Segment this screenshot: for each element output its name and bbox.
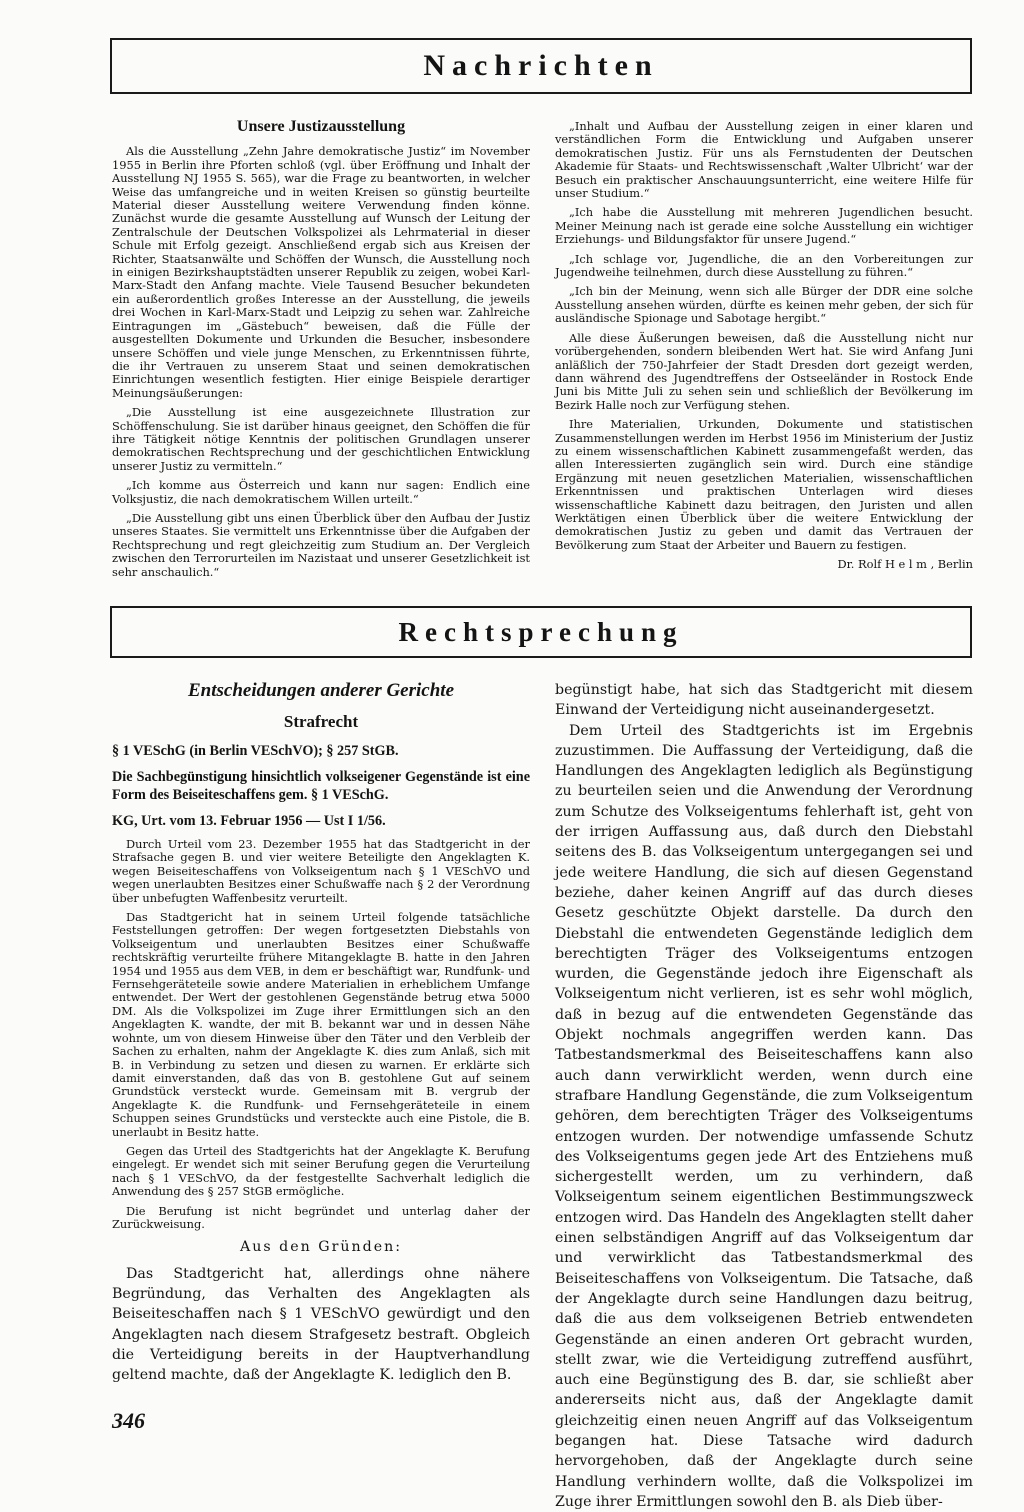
nachrichten-title: Nachrichten [423, 49, 659, 82]
paragraph: Alle diese Äußerungen beweisen, daß die Ausstellung nicht nur vorübergehenden, sondern bleibenden Wert hat. Sie wird Anfang Juni anläßlich der 750-Jahrfeier der Stadt Dresden dort gezeigt werden, dann während des Jugendtreffens der Ostseeländer in Rostock Ende Juni bis Mitte Juli zu sehen sein und schließlich der Bevölkerung im Bezirk Halle noch zur Verfügung stehen. [555, 330, 973, 412]
paragraph: Ihre Materialien, Urkunden, Dokumente und statistischen Zusammenstellungen werden im Herbst 1956 im Ministerium der Justiz zu einem wissenschaftlichen Kabinett zusammengefaßt werden, das allen Interessierten zugänglich sein wird. Durch eine ständige Ergänzung mit neuen gesetzlichen Materialien, wissenschaftlichen Erkenntnissen und praktischen Unterlagen wird dieses wissenschaftliche Kabinett dazu beitragen, den Juristen und allen Werktätigen einen Überblick über die weitere Entwicklung der demokratischen Justiz zu geben und damit das Vertrauen der Bevölkerung zum Staat der Arbeiter und Bauern zu festigen. [555, 417, 973, 552]
rechtsprechung-header-box [110, 606, 972, 658]
quote-paragraph: „Ich bin der Meinung, wenn sich alle Bürger der DDR eine solche Ausstellung ansehen würden, dürfte es keinen mehr geben, der sich für ausländische Spionage und Sabotage hergibt.“ [555, 284, 973, 326]
quote-paragraph: „Die Ausstellung ist eine ausgezeichnete Illustration zur Schöffenschulung. Sie ist darüber hinaus geeignet, den Schöffen die für ihre Tätigkeit nötige Kenntnis der politischen Grundlagen unserer demokratischen Rechtsprechung und der geschichtlichen Entwicklung unserer Justiz zu vermitteln.“ [112, 405, 530, 473]
paragraph-continued: begünstigt habe, hat sich das Stadtgericht mit diesem Einwand der Verteidigung nicht auseinandergesetzt. [555, 682, 973, 719]
law-reference: § 1 VESchG (in Berlin VESchVO); § 257 StGB. [112, 743, 399, 759]
rechtsprechung-left-column [112, 680, 530, 1385]
reasons-heading: Aus den Gründen: [239, 1239, 403, 1256]
rechtsprechung-title: Rechtsprechung [398, 616, 684, 647]
section-subtitle: Unsere Justizausstellung [236, 118, 406, 135]
rechtsprechung-right-column [555, 680, 973, 1512]
paragraph: Dem Urteil des Stadtgerichts ist im Ergebnis zuzustimmen. Die Auffassung der Verteidigung, daß die Handlungen des Angeklagten lediglich als Begünstigung zu beurteilen seien und die Anwendung der Verordnung zum Schutze des Volkseigentums fehlerhaft ist, geht von der irrigen Auffassung aus, daß durch den Diebstahl seitens des B. das Volkseigentum untergegangen sei und jede weitere Handlung, die sich auf diesen Gegenstand beziehe, daher keinen Angriff auf das durch dieses Gesetz geschützte Objekt darstelle. Da durch den Diebstahl die entwendeten Gegenstände lediglich dem berechtigten Träger des Volkseigentums entzogen wurden, die Gegenstände jedoch ihre Eigenschaft als Volkseigentum nicht verlieren, ist es sehr wohl möglich, daß in bezug auf die entwendeten Gegenstände das Objekt nochmals angegriffen werden kann. Das Tatbestandsmerkmal des Beiseiteschaffens kann also auch dann verwirklicht werden, wenn durch eine strafbare Handlung Gegenstände, die zum Volkseigentum gehören, dem berechtigten Träger des Volkseigentums entzogen wurden. Der notwendige umfassende Schutz des Volkseigentums gegen jede Art des Entziehens muß sichergestellt werden, um zu verhindern, daß Volkseigentum seinem eigentlichen Bestimmungszweck entzogen wird. Das Handeln des Angeklagten stellt daher einen selbständigen Angriff auf das Volkseigentum dar und verwirklicht das Tatbestandsmerkmal des Beiseiteschaffens von Volkseigentum. Die Tatsache, daß der Angeklagte durch seine Handlungen dazu beitrug, daß die aus dem volkseigenen Betrieb entwendeten Gegenstände an einen anderen Ort gebracht wurden, stellt zwar, wie die Verteidigung zutreffend ausführt, auch eine Begünstigung des B. dar, sie schließt aber andererseits nicht aus, daß der Angeklagte damit gleichzeitig einen neuen Angriff auf das Volkseigentum begangen hat. Diese Tatsache wird dadurch hervorgehoben, daß der Angeklagte durch seine Handlung verhindern wollte, daß die Volkspolizei im Zuge ihrer Ermittlungen sowohl den B. als Dieb über- [555, 722, 973, 1510]
quote-paragraph: „Ich schlage vor, Jugendliche, die an den Vorbereitungen zur Jugendweihe teilnehmen, durch diese Ausstellung zu führen.“ [555, 251, 973, 280]
quote-paragraph: „Ich komme aus Österreich und kann nur sagen: Endlich eine Volksjustiz, die nach demokratischem Willen urteilt.“ [112, 478, 530, 506]
quote-paragraph: „Inhalt und Aufbau der Ausstellung zeigen in einer klaren und verständlichen Form die Entwicklung und Aufgaben unserer demokratischen Justiz. Für uns als Fernstudenten der Deutschen Akademie für Staats- und Rechtswissenschaft ‚Walter Ulbricht‘ war der Besuch ein praktischer Anschauungsunterricht, eine weitere Hilfe für unser Studium.“ [555, 119, 973, 201]
nachrichten-header-box [110, 38, 972, 94]
paragraph: Gegen das Urteil des Stadtgerichts hat der Angeklagte K. Berufung eingelegt. Er wendet sich mit seiner Berufung gegen die Verurteilung nach § 1 VESchVO, da der festgestellte Sachverhalt lediglich die Anwendung des § 257 StGB ermögliche. [112, 1143, 530, 1199]
paragraph: Als die Ausstellung „Zehn Jahre demokratische Justiz“ im November 1955 in Berlin ihre Pforten schloß (vgl. über Eröffnung und Inhalt der Ausstellung NJ 1955 S. 565), war die Frage zu beantworten, in welcher Weise das umfangreiche und in weiten Kreisen so günstig beurteilte Material dieser Ausstellung weitere Verwendung finden könne. Zunächst wurde die gesamte Ausstellung auf Wunsch der Leitung der Zentralschule der Deutschen Volkspolizei als Lehrmaterial in dieser Schule mit Erfolg gezeigt. Anschließend ergab sich aus Kreisen der Richter, Staatsanwälte und Schöffen der Wunsch, die Ausstellung noch in einigen Bezirkshauptstädten unserer Republik zu zeigen, wobei Karl-Marx-Stadt den Anfang machte. Viele Tausend Besucher bekundeten ein außerordentlich großes Interesse an der Ausstellung, die jeweils drei Wochen in Karl-Marx-Stadt und Leipzig zu sehen war. Zahlreiche Eintragungen im „Gästebuch“ beweisen, daß die Fülle der ausgestellten Dokumente und Urkunden die Besucher, insbesondere unsere Schöffen und viele junge Menschen, zu Erkenntnissen führte, die ihr Vertrauen zu unserem Staat und seinen demokratischen Einrichtungen wesentlich festigten. Hier einige Beispiele derartiger Meinungsäußerungen: [112, 144, 530, 400]
criminal-law-subheading: Strafrecht [283, 712, 359, 731]
headnote: Die Sachbegünstigung hinsichtlich volkseigener Gegenstände ist eine Form des Beiseiteschaffens gem. § 1 VESchG. [112, 769, 530, 803]
decisions-heading: Entscheidungen anderer Gerichte [187, 680, 455, 701]
page-number: 346 [112, 1408, 145, 1433]
paragraph: Das Stadtgericht hat, allerdings ohne nähere Begründung, das Verhalten des Angeklagten als Beiseiteschaffen nach § 1 VESchVO gewürdigt und den Angeklagten nach diesem Strafgesetz bestraft. Obgleich die Verteidigung bereits in der Hauptverhandlung geltend machte, daß der Angeklagte K. lediglich den B. [112, 1265, 530, 1384]
quote-paragraph: „Ich habe die Ausstellung mit mehreren Jugendlichen besucht. Meiner Meinung nach ist gerade eine solche Ausstellung ein wichtiger Erziehungs- und Bildungsfaktor für unsere Jugend.“ [555, 205, 973, 247]
paragraph: Durch Urteil vom 23. Dezember 1955 hat das Stadtgericht in der Strafsache gegen B. und vier weitere Beteiligte den Angeklagten K. wegen Beiseiteschaffens von Volkseigentum nach § 1 VESchVO und wegen unerlaubten Besitzes einer Schußwaffe nach § 2 der Verordnung über unbefugten Waffenbesitz verurteilt. [112, 837, 530, 905]
case-reference: KG, Urt. vom 13. Februar 1956 — Ust I 1/56. [112, 813, 386, 829]
nachrichten-right-column [555, 120, 973, 578]
paragraph: Das Stadtgericht hat in seinem Urteil folgende tatsächliche Feststellungen getroffen: Der wegen fortgesetzten Diebstahls von Volkseigentum und unerlaubten Besitzes einer Schußwaffe rechtskräftig verurteilte frühere Mitangeklagte B. hatte in den Jahren 1954 und 1955 aus dem VEB, in dem er beschäftigt war, Rundfunk- und Fernsehgeräteteile sowie andere Materialien in erheblichem Umfange entwendet. Der Wert der gestohlenen Gegenstände betrug etwa 5000 DM. Als die Volkspolizei im Zuge ihrer Ermittlungen sich an den Angeklagten K. wandte, der mit B. bekannt war und in dessen Nähe wohnte, um von diesem Hinweise über den Täter und den Verbleib der Sachen zu erhalten, nahm der Angeklagte K. dies zum Anlaß, sich mit B. in Verbindung zu setzen und diesen zu warnen. Er erklärte sich damit einverstanden, daß das von B. gestohlene Gut auf seinem Grundstück versteckt wurde. Gemeinsam mit B. vergrub der Angeklagte K. die Rundfunk- und Fernsehgeräteteile in einem Schuppen seines Grundstücks und versteckte auch eine Pistole, die B. unerlaubt in Besitz hatte. [112, 910, 530, 1139]
signature: Dr. Rolf H e l m , Berlin [837, 557, 973, 572]
nachrichten-left-column [112, 120, 530, 585]
quote-paragraph: „Die Ausstellung gibt uns einen Überblick über den Aufbau der Justiz unseres Staates. Sie vermittelt uns Erkenntnisse über die Aufgaben der Rechtsprechung und regt gleichzeitig zum Studium an. Der Vergleich zwischen den Terrorurteilen im Nazistaat und unserer Gesetzlichkeit ist sehr anschaulich.“ [112, 510, 530, 579]
paragraph: Die Berufung ist nicht begründet und unterlag daher der Zurückweisung. [112, 1203, 530, 1231]
